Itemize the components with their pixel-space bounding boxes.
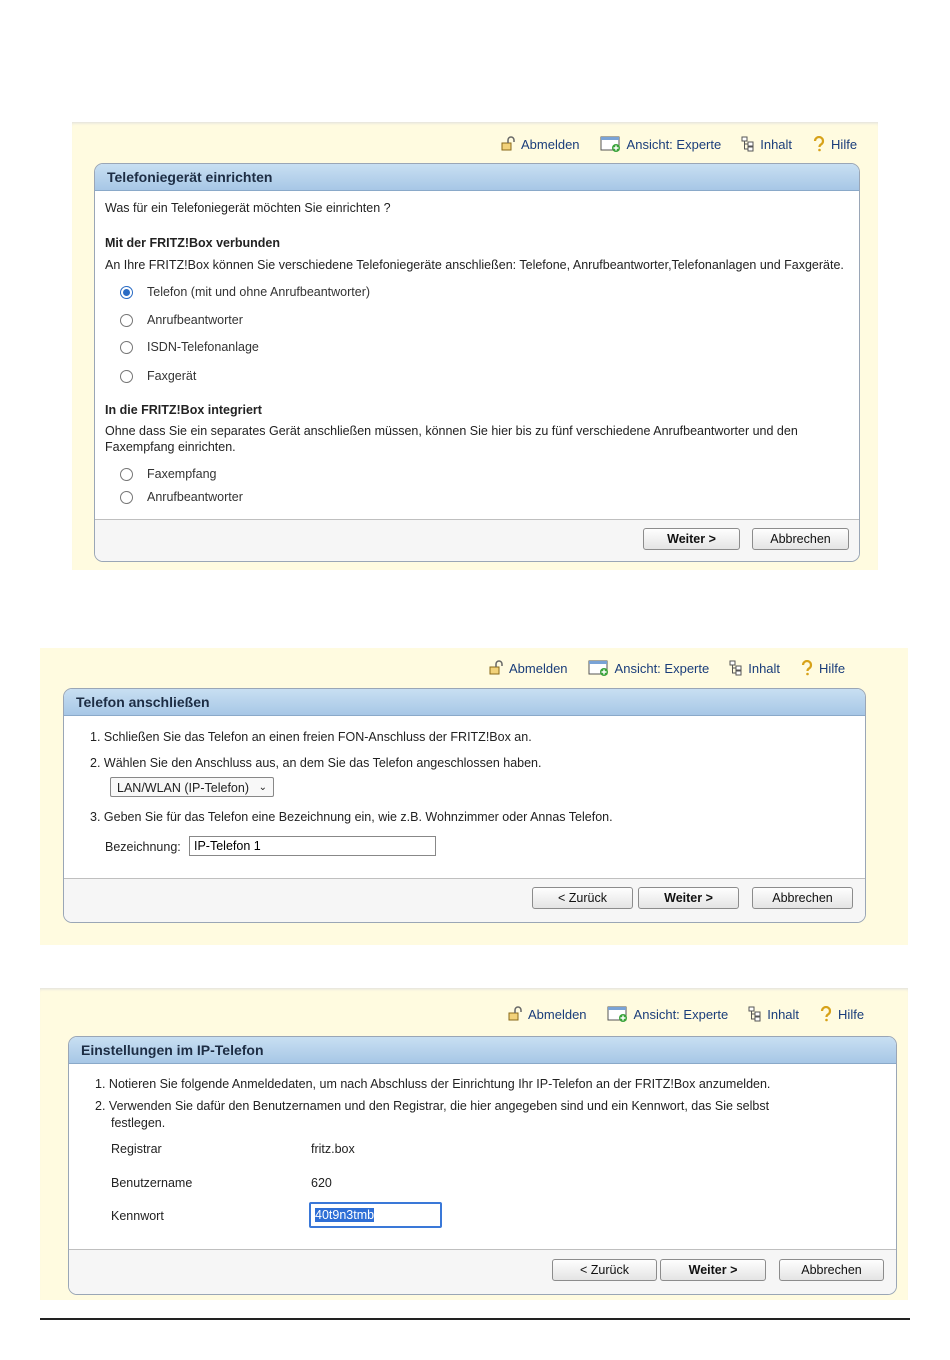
screen3-footer	[69, 1249, 896, 1294]
view-window-icon	[588, 660, 610, 676]
screen2-footer	[64, 878, 865, 922]
chevron-down-icon: ⌄	[258, 782, 267, 793]
step-number: 2.	[95, 1099, 106, 1113]
step-2-line1: 2. Verwenden Sie dafür den Benutzernamen und den Registrar, die hier angegeben sind und ein Kennwort, das Sie selbst	[95, 1099, 770, 1113]
view-window-icon	[607, 1006, 629, 1022]
step-2: 2. Wählen Sie den Anschluss aus, an dem Sie das Telefon angeschlossen haben.	[90, 756, 542, 770]
help-link[interactable]: Hilfe	[819, 1006, 864, 1022]
section-connected-desc: An Ihre FRITZ!Box können Sie verschiedene Telefoniegeräte anschließen: Telefone, Anrufbeantworter,Telefonanlagen und Faxgeräte.	[105, 258, 844, 272]
name-label: Bezeichnung:	[105, 840, 181, 854]
screen1-question: Was für ein Telefoniegerät möchten Sie einrichten ?	[105, 201, 391, 215]
help-icon	[819, 1006, 833, 1022]
view-window-icon	[600, 136, 622, 152]
registrar-value: fritz.box	[311, 1142, 355, 1156]
screen1-toplinks	[480, 136, 857, 152]
username-value: 620	[311, 1176, 332, 1190]
step-1: 1. Notieren Sie folgende Anmeldedaten, um nach Abschluss der Einrichtung Ihr IP-Telefon an der FRITZ!Box anzumelden.	[95, 1077, 771, 1091]
logout-link[interactable]: Abmelden	[507, 1006, 587, 1022]
screen2-dialog	[63, 688, 866, 923]
next-button[interactable]: Weiter >	[643, 528, 740, 550]
lock-icon	[507, 1006, 523, 1022]
screen1-footer	[95, 519, 859, 561]
password-label: Kennwort	[111, 1209, 164, 1223]
section-integrated-desc-line1: Ohne dass Sie ein separates Gerät anschließen müssen, können Sie hier bis zu fünf verschiedene Anrufbeantworter und den	[105, 424, 798, 438]
step-3: 3. Geben Sie für das Telefon eine Bezeichnung ein, wie z.B. Wohnzimmer oder Annas Telefon.	[90, 810, 613, 824]
sitemap-icon	[741, 136, 755, 152]
radio-isdn-telefonanlage[interactable]: ISDN-Telefonanlage	[120, 340, 259, 354]
step-1: 1. Schließen Sie das Telefon an einen freien FON-Anschluss der FRITZ!Box an.	[90, 730, 532, 744]
registrar-label: Registrar	[111, 1142, 162, 1156]
contents-link[interactable]: Inhalt	[729, 660, 780, 676]
help-link[interactable]: Hilfe	[800, 660, 845, 676]
selected-text: 40t9n3tmb	[315, 1208, 375, 1222]
radio-button[interactable]	[120, 314, 133, 327]
section-connected-title: Mit der FRITZ!Box verbunden	[105, 236, 280, 250]
name-input[interactable]	[189, 836, 436, 856]
next-button[interactable]: Weiter >	[660, 1259, 766, 1281]
section-integrated-title: In die FRITZ!Box integriert	[105, 403, 262, 417]
step-number: 1.	[90, 730, 101, 744]
screen3-dialog	[68, 1036, 897, 1295]
screen3-title: Einstellungen im IP-Telefon	[69, 1037, 896, 1064]
sitemap-icon	[729, 660, 743, 676]
radio-anrufbeantworter[interactable]: Anrufbeantworter	[120, 313, 243, 327]
radio-faxgeraet[interactable]: Faxgerät	[120, 369, 196, 383]
help-icon	[812, 136, 826, 152]
screen1-title: Telefoniegerät einrichten	[95, 164, 859, 191]
view-mode-link[interactable]: Ansicht: Experte	[607, 1006, 729, 1022]
back-button[interactable]: < Zurück	[552, 1259, 657, 1281]
logout-link[interactable]: Abmelden	[488, 660, 568, 676]
sitemap-icon	[748, 1006, 762, 1022]
screen1-dialog	[94, 163, 860, 562]
view-mode-link[interactable]: Ansicht: Experte	[588, 660, 710, 676]
password-input[interactable]	[309, 1202, 442, 1228]
radio-button-checked[interactable]	[120, 286, 133, 299]
radio-telefon[interactable]: Telefon (mit und ohne Anrufbeantworter)	[120, 285, 370, 299]
bottom-rule	[40, 1318, 910, 1320]
radio-faxempfang[interactable]: Faxempfang	[120, 467, 216, 481]
help-link[interactable]: Hilfe	[812, 136, 857, 152]
radio-integrated-anrufbeantworter[interactable]: Anrufbeantworter	[120, 490, 243, 504]
contents-link[interactable]: Inhalt	[748, 1006, 799, 1022]
screen2-toplinks	[468, 660, 845, 676]
step-2-line2: festlegen.	[111, 1116, 166, 1130]
radio-button[interactable]	[120, 491, 133, 504]
step-number: 3.	[90, 810, 101, 824]
contents-link[interactable]: Inhalt	[741, 136, 792, 152]
radio-button[interactable]	[120, 370, 133, 383]
lock-icon	[488, 660, 504, 676]
view-mode-link[interactable]: Ansicht: Experte	[600, 136, 722, 152]
radio-button[interactable]	[120, 341, 133, 354]
lock-icon	[500, 136, 516, 152]
username-label: Benutzername	[111, 1176, 193, 1190]
back-button[interactable]: < Zurück	[532, 887, 633, 909]
cancel-button[interactable]: Abbrechen	[752, 528, 849, 550]
help-icon	[800, 660, 814, 676]
screen3-toplinks	[487, 1006, 864, 1022]
screen2-title: Telefon anschließen	[64, 689, 865, 716]
step-number: 1.	[95, 1077, 106, 1091]
cancel-button[interactable]: Abbrechen	[752, 887, 853, 909]
step-number: 2.	[90, 756, 101, 770]
cancel-button[interactable]: Abbrechen	[779, 1259, 884, 1281]
logout-link[interactable]: Abmelden	[500, 136, 580, 152]
radio-button[interactable]	[120, 468, 133, 481]
section-integrated-desc-line2: Faxempfang einrichten.	[105, 440, 236, 454]
connection-select[interactable]: LAN/WLAN (IP-Telefon) ⌄	[110, 777, 274, 797]
next-button[interactable]: Weiter >	[638, 887, 739, 909]
